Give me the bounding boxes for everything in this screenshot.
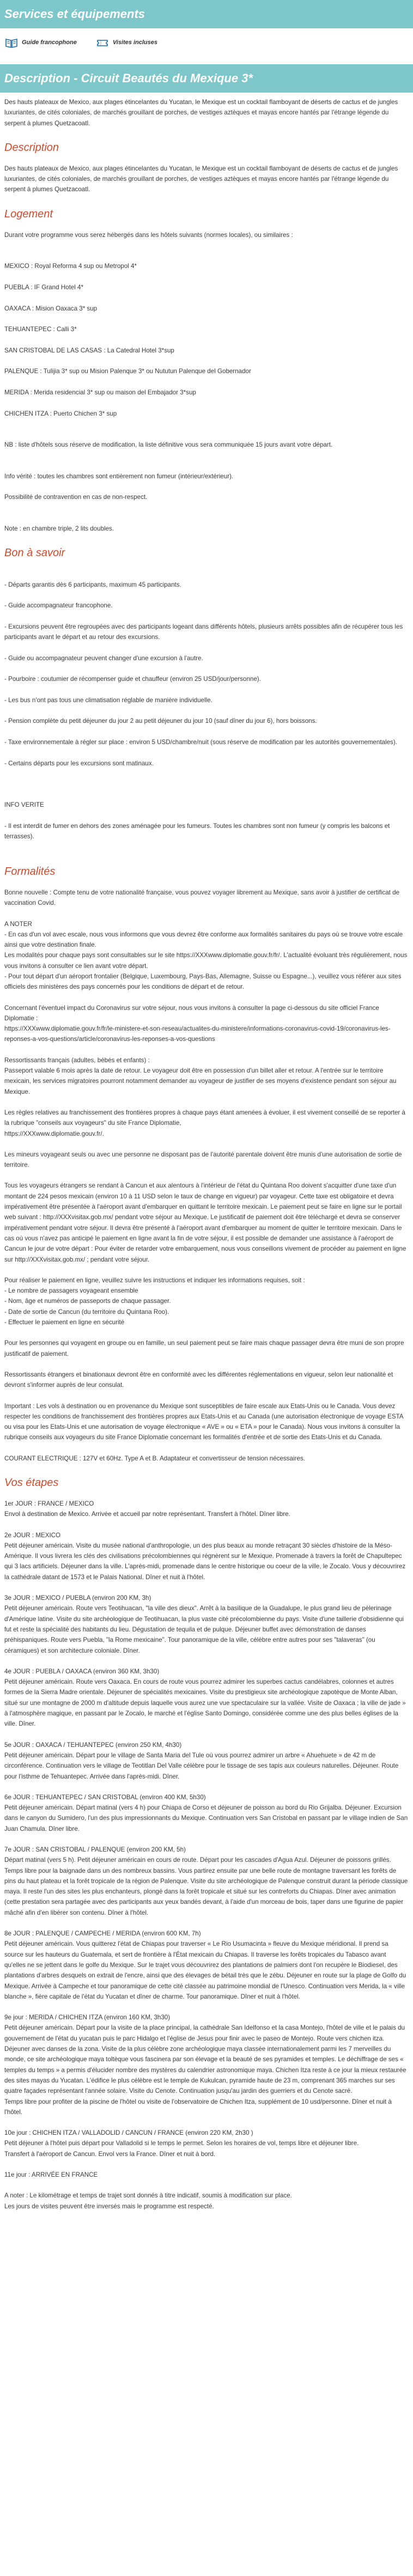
- day-item: 7e JOUR : SAN CRISTOBAL / PALENQUE (environ 200 KM, 5h) Départ matinal (vers 5 h). Petit déjeuner américain en cours de route. Départ pour les cascades d'Agua Azul. Déjeuner de poissons grillés. Temps libre pour la baignade dans un des nombreux bassins. Vous partirez ensuite par une belle route de montagne traversant les forêts de pins du haut plateau et la forêt tropicale de la région de Palenque. Visite du site archéologique de Palenque construit durant la période classique maya. Il reste l'un des sites les plus enchanteurs, plongé dans la forêt tropicale et situé sur les contreforts du Chiapas. Dîner avec animation (cette prestation sera partagée avec des participants aux yeux bandés devant, à l'aide d'un morceau de bois, taper dans une figurine de papier mâché afin d'en libérer son contenu. Dîner à l'hôtel.: [4, 1846, 408, 1916]
- info-verite-title: INFO VERITE: [4, 801, 44, 809]
- day-item: 5e JOUR : OAXACA / TEHUANTEPEC (environ 250 KM, 4h30) Petit déjeuner américain. Départ pour le village de Santa Maria del Tule où vous pourrez admirer un arbre « Ahuehuete » de 42 m de circonférence. Continuation vers le village de Teotitlan Del Valle célèbre pour le tissage de ses tapis aux couleurs naturelles. Déjeuner. Route pour l'isthme de Tehuantepec. Arrivée dans l'après-midi. Dîner.: [4, 1741, 399, 1780]
- hotel-list: [4, 251, 409, 429]
- day-item: 8e JOUR : PALENQUE / CAMPECHE / MERIDA (environ 600 KM, 7h) Petit déjeuner américain. Vous quitterez l'état de Chiapas pour traverser « Le Rio Usumacinta » fleuve du Mexique méridional. Il prend sa source sur les hauteurs du Guatemala, et sert de frontière à l'État mexicain du Chiapas. Il traverse les forêts tropicales du Tabasco avant qu'elles ne se jettent dans le golfe du Mexique. Sur le trajet vous découvrirez des plantations de palmiers dont l'on recupère le Biodiesel, des plantations d'arbres desquels on extrait de l'encre, ainsi que des élevages de bétail très que le zébu. Déjeuner en route sur la plage de Golfo du Mexique. Arrivée à Campeche et tour panoramique de cette cité classée au patrimoine mondial de l'Unesco. Continuation vers Merida, la « ville blanche », fière capitale de l'état du Yucatan et dîner de charme. Tour panoramique. Dîner et nuit à l'hôtel.: [4, 1930, 406, 2000]
- description-text: Des hauts plateaux de Mexico, aux plages étincelantes du Yucatan, le Mexique est un cocktail flamboyant de déserts de cactus et de jungles luxuriantes, de cités coloniales, de marchés grouillant de porches, de vestiges aztèques et mayas encore hantés par l'étrange légende du serpent à plumes Quetzacoatl.: [4, 165, 398, 193]
- logement-info: [4, 460, 409, 513]
- main-content: [0, 97, 413, 2212]
- section-title-formalites: Formalités: [4, 865, 56, 878]
- formalites-paragraph: COURANT ELECTRIQUE : 127V et 60Hz. Type A et B. Adaptateur et convertisseur de tension nécessaires.: [4, 1454, 305, 1462]
- feature-guide-label: Guide francophone: [22, 39, 77, 46]
- section-title-description: Description: [4, 141, 59, 154]
- formalites-paragraph: Important : Les vols à destination ou en provenance du Mexique sont susceptibles de faire escale aux Etats-Unis ou le Canada. Vous devez respecter les conditions de franchissement des frontières propres aux Etats-Unis et au Canada (une autorisation électronique de voyage ESTA ou visa pour les Etats-Unis et une autorisation de voyage électronique « AVE » ou « ETA » pour le Canada). Nous vous invitons à consulter la rubrique conseils aux voyageurs du site France Diplomatie concernant les formalités d'entrée et de sortie des Etats-Unis et du Canada.: [4, 1402, 403, 1441]
- formalites-paragraph: Ressortissants étrangers et binationaux devront être en conformité avec les différentes réglementations en vigueur, selon leur nationalité et devront s'informer auprès de leur consulat.: [4, 1371, 393, 1389]
- logement-intro: Durant votre programme vous serez hébergés dans les hôtels suivants (normes locales), ou similaires :: [4, 231, 293, 239]
- travel-note: A noter : Le kilométrage et temps de trajet sont donnés à titre indicatif, soumis à modification sur place. Les jours de visites peuvent être inversés mais le programme est respecté.: [4, 2192, 292, 2210]
- logement-info-line: Info vérité : toutes les chambres sont entièrement non fumeur (intérieur/extérieur).: [4, 472, 234, 480]
- feature-visits-label: Visites incluses: [112, 39, 157, 46]
- formalites-paragraph: Bonne nouvelle : Compte tenu de votre nationalité française, vous pouvez voyager librement au Mexique, sans avoir à justifier de certificat de vaccination Covid.: [4, 888, 400, 907]
- day-item: 1er JOUR : FRANCE / MEXICO Envol à destination de Mexico. Arrivée et accueil par notre représentant. Transfert à l'hôtel. Dîner libre.: [4, 1500, 290, 1518]
- services-banner: Services et équipements: [0, 0, 413, 28]
- day-item: 2e JOUR : MEXICO Petit déjeuner américain. Visite du musée national d'anthropologie, un des plus beaux au monde retraçant 30 siècles d'histoire de la Méso-Amérique. Il vous livrera les clés des civilisations précolombiennes qui régnèrent sur le Mexique. Promenade à travers la forêt de Chapultepec qui 3 lacs artificiels. Déjeuner dans la ville. L'après-midi, promenade dans le centre historique ou coeur de la ville, le Zocalo. Vous y découvrirez la cathédrale datant de 1573 et le Palais National. Dîner et nuit à l'hôtel.: [4, 1531, 406, 1581]
- hotel-item: MERIDA : Merida residencial 3* sup ou maison del Embajador 3*sup: [4, 388, 196, 396]
- formalites-paragraph: Pour les personnes qui voyagent en groupe ou en famille, un seul paiement peut se faire mais chaque passager devra être muni de son propre justificatif de paiement.: [4, 1339, 404, 1357]
- section-title-vos-etapes: Vos étapes: [4, 1476, 59, 1489]
- formalites-paragraph: Tous les voyageurs étrangers se rendant à Cancun et aux alentours à l'intérieur de l'état du Quintana Roo doivent s'acquitter d'une taxe d'un montant de 224 pesos mexicain (environ 10 à 11 USD selon le taux de change en vigueur) par voyageur. Cette taxe est obligatoire et devra impérativement être présentée à l'aéroport avant d'embarquer en quittant le territoire mexicain. Le paiement peut se faire en ligne sur le portail web suivant : http://XXXvisitax.gob.mx/ pendant votre séjour au Mexique. Le justificatif de paiement doit être téléchargé et devra se conserver impérativement pendant votre séjour. Il devra être présenté à l'aéroport avant d'embarquer au moment de quitter le territoire mexicain. Dans le cas où vous n'avez pas anticipé le paiement en ligne avant la fin de votre séjour, il est possible de demander une assistance à l'aéroport de Cancun le jour de votre départ : Pour éviter de retarder votre embarquement, nous vous conseillons vivement de procéder au paiement en ligne sur http://XXXvisitax.gob.mx/ ; pendant votre séjour.: [4, 1182, 406, 1263]
- hotel-item: TEHUANTEPEC : Calli 3*: [4, 326, 77, 333]
- day-item: 6e JOUR : TEHUANTEPEC / SAN CRISTOBAL (environ 400 KM, 5h30) Petit déjeuner américain. Départ matinal (vers 4 h) pour Chiapa de Corso et déjeuner de poisson au bord du Rio Grijalba. Déjeuner. Excursion dans le canyon du Sumidero, l'un des plus impressionnants du Mexique. Continuation vers San Cristobal en passant par le village indien de San Juan Chamula. Dîner libre.: [4, 1793, 408, 1832]
- info-verite-text: - Il est interdit de fumer en dehors des zones aménagée pour les fumeurs. Toutes les chambres sont non fumeur (y compris les balcons et terrasses).: [4, 823, 390, 841]
- hotel-item: PUEBLA : IF Grand Hotel 4*: [4, 283, 83, 291]
- hotel-item: SAN CRISTOBAL DE LAS CASAS : La Catedral Hotel 3*sup: [4, 346, 174, 354]
- bon-a-savoir-list: [4, 569, 409, 779]
- formalites-paragraph: Pour réaliser le paiement en ligne, veuillez suivre les instructions et indiquer les informations requises, soit : - Le nombre de passagers voyageant ensemble - Nom, âge et numéros de passeports de chaque passager. - Date de sortie de Cancun (du territoire du Quintana Roo). - Effectuer le paiement en ligne en sécurité: [4, 1276, 305, 1326]
- day-item: 3e JOUR : MEXICO / PUEBLA (environ 200 KM, 3h) Petit déjeuner américain. Route vers Teotihuacan, "la ville des dieux". Arrêt à la basilique de la Guadalupe, le plus grand lieu de pèlerinage d'Amérique latine. Visite du site archéologique de Teotihuacan, la plus vaste cité précolombienne du pays. Visite d'une taillerie d'obsidienne qui fut et reste la spécialité des habitants du lieu. Dégustation de tequila et de pulque. Déjeuner buffet avec démonstration de danses préhispaniques. Route vers Puebla, "la Rome mexicaine". Tour panoramique de la ville, célèbre entre autres pour ses "talaveras" (ou céramiques) et son architecture coloniale. Dîner.: [4, 1594, 404, 1654]
- features-row: [0, 28, 413, 60]
- logement-note: Note : en chambre triple, 2 lits doubles.: [4, 525, 114, 532]
- hotel-item: MEXICO : Royal Reforma 4 sup ou Metropol 4*: [4, 263, 137, 270]
- feature-visits: [95, 37, 157, 49]
- list-item: - Taxe environnementale à régler sur place : environ 5 USD/chambre/nuit (sous réserve de modification par les autorités gouvernementales).: [4, 738, 397, 746]
- logement-info-line: Possibilité de contravention en cas de non-respect.: [4, 494, 148, 501]
- day-item: 11e jour : ARRIVÉE EN FRANCE: [4, 2171, 98, 2179]
- list-item: - Pension complète du petit déjeuner du jour 2 au petit déjeuner du jour 10 (sauf dîner du jour 6), hors boissons.: [4, 717, 317, 725]
- formalites-paragraph: Concernant l'éventuel impact du Coronavirus sur votre séjour, nous vous invitons à consulter la page ci-dessous du site officiel France Diplomatie : https://XXXwww.diplomatie.gouv.fr/fr/le-ministere-et-son-reseau/actualites-du-ministere/informations-coronavirus-covid-19/coronavirus-les-reponses-a-vos-questions/article/coronavirus-les-reponses-a-vos-questions: [4, 1004, 391, 1043]
- day-item: 9e jour : MERIDA / CHICHEN ITZA (environ 160 KM, 3h30) Petit déjeuner américain. Départ pour la visite de la place principal, la cathédrale San Idelfonso et la casa Montejo, l'hôtel de ville et le palais du gouvernement de l'état du yucatan puis le parc Hidalgo et l'église de Jesus pour finir avec le paseo de Montejo. Route vers chichen itza. Déjeuner avec danses de la zona. Visite de la plus célèbre zone archéologique maya classée internationalement parmi les 7 merveilles du monde, ce site archéologique maya toltèque vous fascinera par son élevage et la beauté de ses pyramides et temples. Le déchiffrage de ses « temples du temps » a permis d'élucider nombre des mystères du calendrier astronomique maya. Chichen Itza reste à ce jour la mieux restaurée des sites mayas du Yucatan. L'édifice le plus célèbre est le temple de Kukulcan, pyramide haute de 23 m, comprenant 365 marches sur ses quatre façades représentant l'année solaire. Visite du Cenote. Continuation jusqu'au jardin des guerriers et du Cenote sacré. Temps libre pour profiter de la piscine de l'hôtel ou visite de l'observatoire de Chichen Itza, supplément de 10 usd/personne. Dîner et nuit à l'hôtel.: [4, 2014, 406, 2116]
- book-icon: [4, 37, 19, 49]
- list-item: - Pourboire : coutumier de récompenser guide et chauffeur (environ 25 USD/jour/personne).: [4, 675, 261, 683]
- day-item: 10e jour : CHICHEN ITZA / VALLADOLID / CANCUN / FRANCE (environ 220 KM, 2h30 ) Petit déjeuner à l'hôtel puis départ pour Valladolid si le temps le permet. Selon les horaires de vol, temps libre et déjeuner libre. Transfert à l'aéroport de Cancun. Envol vers la France. Dîner et nuit à bord.: [4, 2129, 359, 2158]
- section-title-bon-a-savoir: Bon à savoir: [4, 547, 65, 559]
- ticket-icon: [95, 37, 110, 49]
- feature-guide: [4, 37, 77, 49]
- day-item: 4e JOUR : PUEBLA / OAXACA (environ 360 KM, 3h30) Petit déjeuner américain. Route vers Oaxaca. En cours de route vous pourrez admirer les superbes cactus candélabres, colonnes et autres formes de la Sierra Madre orientale. Déjeuner de spécialités mexicaines. Visite du prestigieux site archéologique zapotèque de Monte Alban, situé sur une montagne de 2000 m d'altitude depuis laquelle vous aurez une vue spectaculaire sur la vallée. Visite de Oaxaca ; la ville de jade » à l'atmosphère magique, en passant par le Zocalo, le marché et l'église Santo Domingo, considérée comme une des plus belles églises de la ville. Dîner.: [4, 1667, 406, 1728]
- list-item: - Départs garantis dès 6 participants, maximum 45 participants.: [4, 581, 181, 588]
- hotel-item: PALENQUE : Tulijia 3* sup ou Mision Palenque 3* ou Nututun Palenque del Gobernador: [4, 368, 251, 375]
- list-item: - Guide accompagnateur francophone.: [4, 602, 113, 610]
- formalites-paragraph: Ressortissants français (adultes, bébés et enfants) : Passeport valable 6 mois après la date de retour. Le voyageur doit être en possession d'un billet aller et retour. A l'entrée sur le territoire mexicain, les services migratoires pourront notamment demander au voyageur de justifier de ses moyens d'existence pendant son séjour au Mexique.: [4, 1056, 397, 1095]
- hotel-item: CHICHEN ITZA : Puerto Chichen 3* sup: [4, 410, 117, 417]
- list-item: - Les bus n'ont pas tous une climatisation réglable de manière individuelle.: [4, 696, 212, 704]
- intro-text: Des hauts plateaux de Mexico, aux plages étincelantes du Yucatan, le Mexique est un cocktail flamboyant de déserts de cactus et de jungles luxuriantes, de cités coloniales, de marchés grouillant de porches, de vestiges aztèques et mayas encore hantés par l'étrange légende du serpent à plumes Quetzacoatl.: [4, 99, 398, 127]
- list-item: - Certains départs pour les excursions sont matinaux.: [4, 759, 154, 767]
- info-verite: [4, 789, 409, 852]
- formalites-paragraph: A NOTER - En cas d'un vol avec escale, nous vous informons que vous devrez être conforme aux formalités sanitaires du pays où se trouve votre escale ainsi que votre destination finale. Les modalités pour chaque pays sont consultables sur le site https://XXXwww.diplomatie.gouv.fr/fr/. L'actualité évoluant très régulièrement, nous vous invitons à consulter ce lien avant votre départ. - Pour tout départ d'un aéroport frontalier (Belgique, Luxembourg, Pays-Bas, Allemagne, Suisse ou Espagne...), veuillez vous référer aux sites officiels des ministères des pays concernés pour les conditions de départ et de retour.: [4, 920, 408, 991]
- list-item: - Excursions peuvent être regroupées avec des participants logeant dans différents hôtels, plusieurs arrêts possibles afin de récupérer tous les participants avant le départ et au retour des excursions.: [4, 623, 403, 641]
- section-title-logement: Logement: [4, 208, 53, 220]
- logement-nb: NB : liste d'hôtels sous réserve de modification, la liste définitive vous sera communiquée 15 jours avant votre départ.: [4, 441, 333, 449]
- formalites-paragraph: Les mineurs voyageant seuls ou avec une personne ne disposant pas de l'autorité parentale doivent être munis d'une autorisation de sortie de territoire.: [4, 1150, 402, 1169]
- formalites-paragraph: Les règles relatives au franchissement des frontières propres à chaque pays étant amenées à évoluer, il est vivement conseillé de se reporter à la rubrique "conseils aux voyageurs" du site France Diplomatie, https://XXXwww.diplomatie.gouv.fr/.: [4, 1109, 405, 1137]
- hotel-item: OAXACA : Mision Oaxaca 3* sup: [4, 305, 98, 312]
- description-banner: Description - Circuit Beautés du Mexique 3*: [0, 64, 413, 93]
- list-item: - Guide ou accompagnateur peuvent changer d'une excursion à l'autre.: [4, 654, 203, 662]
